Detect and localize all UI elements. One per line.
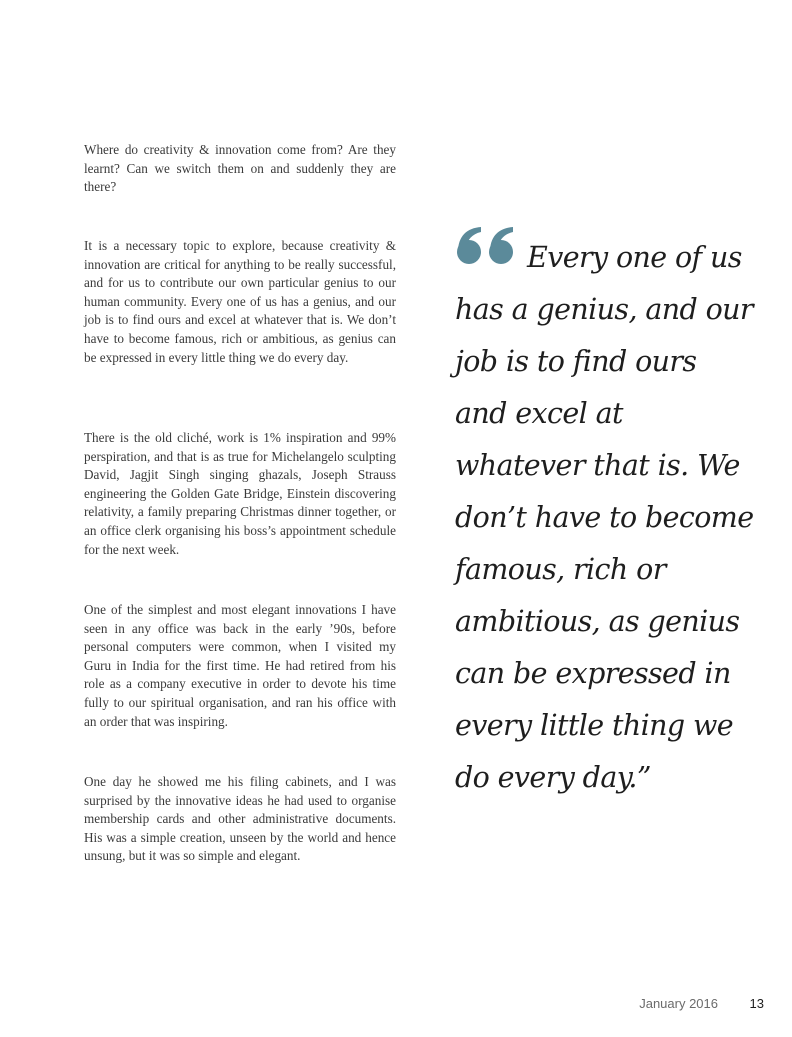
- article-paragraph-3: There is the old cliché, work is 1% inspiration and 99% perspiration, and that is as true for Michelangelo sculpting David, Jagjit Singh singing ghazals, Joseph Strauss engineering the Golden Gate Bridge, Einstein discovering relativity, a family preparing Christmas dinner together, or an office clerk organising his boss’s appointment schedule for the next week.: [84, 430, 396, 557]
- issue-date: January 2016: [639, 996, 718, 1011]
- article-paragraph-5: One day he showed me his filing cabinets, and I was surprised by the innovative ideas he had used to organise membership cards and other administrative documents. His was a simple creation, unseen by the world and hence unsung, but it was so simple and elegant.: [84, 774, 396, 864]
- article-paragraph-1: Where do creativity & innovation come from? Are they learnt? Can we switch them on and suddenly they are there?: [84, 142, 396, 195]
- page-number: 13: [749, 996, 764, 1011]
- article-paragraph-4: One of the simplest and most elegant innovations I have seen in any office was back in the early ’90s, before personal computers were common, when I visited my Guru in India for the first time. He had retired from his role as a company executive in order to devote his time fully to our spiritual organisation, and ran his office with an order that was inspiring.: [84, 602, 396, 729]
- pull-quote-text: Every one of us has a genius, and our job is to find ours and excel at whatever that is. We don’t have to become famous, rich or ambitious, as genius can be expressed in every little thing we do every day.”: [455, 241, 754, 794]
- article-paragraph-2: It is a necessary topic to explore, because creativity & innovation are critical for anything to be really successful, and for us to contribute our own particular genius to our human community. Every one of us has a genius, and our job is to find ours and excel at whatever that is. We don’t have to become famous, rich or ambitious, as genius can be expressed in every little thing we do every day.: [84, 238, 396, 365]
